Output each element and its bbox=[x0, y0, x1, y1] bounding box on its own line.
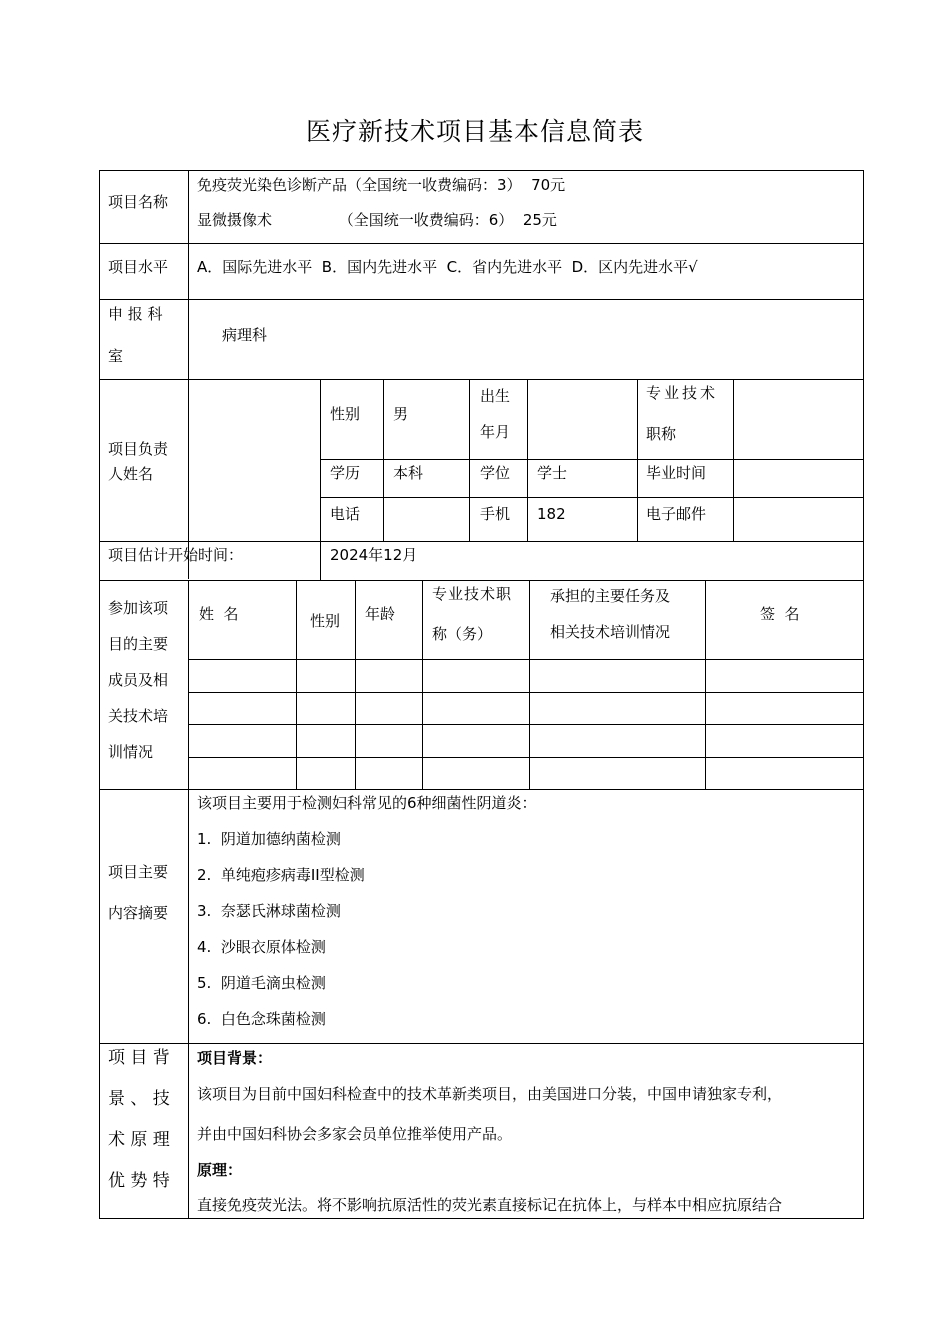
leader-birth-label-line-2: 年月 bbox=[480, 423, 511, 441]
principle-heading: 原理： bbox=[197, 1161, 243, 1179]
leader-birth-label-line-1: 出生 bbox=[480, 387, 511, 405]
row-divider bbox=[99, 299, 864, 300]
item-level-value: A．国际先进水平 B．国内先进水平 C．省内先进水平 D．区内先进水平√ bbox=[197, 258, 698, 276]
label-col-divider-2 bbox=[188, 580, 189, 1219]
members-col-age: 年龄 bbox=[365, 605, 396, 623]
leader-phone-label: 电话 bbox=[330, 505, 361, 523]
members-label-line-3: 成员及相 bbox=[108, 671, 169, 689]
row-divider bbox=[99, 1043, 864, 1044]
leader-edu-value: 本科 bbox=[393, 464, 424, 482]
leader-col-divider bbox=[469, 379, 470, 542]
members-col-divider bbox=[355, 580, 356, 790]
background-label-line-4: 优 势 特 bbox=[108, 1171, 170, 1191]
members-col-title-line-2: 称（务） bbox=[432, 625, 493, 643]
leader-title-label-line-1: 专业技术 bbox=[646, 384, 719, 402]
department-label-line-2: 室 bbox=[108, 347, 124, 365]
leader-col-divider bbox=[527, 379, 528, 542]
summary-item: 4. 沙眼衣原体检测 bbox=[197, 938, 326, 956]
members-col-task-line-2: 相关技术培训情况 bbox=[550, 623, 671, 641]
document-title: 医疗新技术项目基本信息简表 bbox=[305, 117, 644, 146]
leader-edu-label: 学历 bbox=[330, 464, 361, 482]
leader-email-label: 电子邮件 bbox=[646, 505, 707, 523]
members-col-divider bbox=[705, 580, 706, 790]
leader-label-line-2: 人姓名 bbox=[108, 465, 154, 483]
members-col-gender: 性别 bbox=[310, 612, 341, 630]
background-heading: 项目背景： bbox=[197, 1049, 273, 1067]
row-divider bbox=[99, 789, 864, 790]
leader-row-divider bbox=[320, 459, 864, 460]
table-border-bottom bbox=[99, 1218, 864, 1219]
members-label-line-1: 参加该项 bbox=[108, 599, 169, 617]
background-label-line-1: 项 目 背 bbox=[108, 1048, 170, 1068]
summary-item: 5. 阴道毛滴虫检测 bbox=[197, 974, 326, 992]
label-col-divider-1 bbox=[188, 170, 189, 579]
row-divider bbox=[99, 243, 864, 244]
leader-title-label-line-2: 职称 bbox=[646, 425, 677, 443]
members-label-line-4: 关技术培 bbox=[108, 707, 169, 725]
members-col-divider bbox=[422, 580, 423, 790]
leader-col-divider bbox=[320, 379, 321, 580]
summary-item: 1. 阴道加德纳菌检测 bbox=[197, 830, 341, 848]
leader-degree-label: 学位 bbox=[480, 464, 511, 482]
leader-gender-label: 性别 bbox=[330, 405, 361, 423]
department-label-line-1: 申 报 科 bbox=[108, 305, 163, 323]
background-text-line-2: 并由中国妇科协会多家会员单位推举使用产品。 bbox=[197, 1125, 513, 1143]
item-name-line-2: 显微摄像术 （全国统一收费编码：6） 25元 bbox=[197, 211, 557, 229]
members-col-name: 姓 名 bbox=[199, 605, 239, 623]
summary-item: 2. 单纯疱疹病毒II型检测 bbox=[197, 866, 365, 884]
table-border-left bbox=[99, 170, 100, 1219]
leader-col-divider bbox=[637, 379, 638, 542]
leader-row-divider bbox=[320, 497, 864, 498]
summary-intro: 该项目主要用于检测妇科常见的6种细菌性阴道炎： bbox=[197, 794, 537, 812]
summary-label-line-1: 项目主要 bbox=[108, 863, 169, 881]
members-row-divider bbox=[188, 757, 864, 758]
item-name-label: 项目名称 bbox=[108, 193, 169, 211]
leader-col-divider bbox=[733, 379, 734, 542]
background-label-line-2: 景 、 技 bbox=[108, 1089, 170, 1109]
members-col-sign: 签 名 bbox=[760, 605, 800, 623]
leader-label-line-1: 项目负责 bbox=[108, 440, 169, 458]
leader-gender-value: 男 bbox=[393, 405, 409, 423]
row-divider bbox=[99, 379, 864, 380]
summary-item: 6. 白色念珠菌检测 bbox=[197, 1010, 326, 1028]
members-row-divider bbox=[188, 659, 864, 660]
members-row-divider bbox=[188, 692, 864, 693]
members-col-title-line-1: 专业技术职 bbox=[432, 585, 513, 603]
members-col-task-line-1: 承担的主要任务及 bbox=[550, 587, 671, 605]
department-value: 病理科 bbox=[222, 326, 268, 344]
start-time-label: 项目估计开始时间： bbox=[108, 546, 244, 564]
leader-col-divider bbox=[383, 379, 384, 542]
item-name-line-1: 免疫荧光染色诊断产品（全国统一收费编码：3） 70元 bbox=[197, 176, 566, 194]
members-row-divider bbox=[188, 724, 864, 725]
leader-grad-label: 毕业时间 bbox=[646, 464, 707, 482]
members-label-line-2: 目的主要 bbox=[108, 635, 169, 653]
item-level-label: 项目水平 bbox=[108, 258, 169, 276]
row-divider bbox=[99, 541, 864, 542]
background-label-line-3: 术 原 理 bbox=[108, 1130, 170, 1150]
background-text-line-1: 该项目为目前中国妇科检查中的技术革新类项目，由美国进口分装，中国申请独家专利， bbox=[197, 1085, 783, 1103]
principle-text: 直接免疫荧光法。将不影响抗原活性的荧光素直接标记在抗体上，与样本中相应抗原结合 bbox=[197, 1196, 783, 1214]
members-col-divider bbox=[296, 580, 297, 790]
members-label-line-5: 训情况 bbox=[108, 743, 154, 761]
leader-mobile-label: 手机 bbox=[480, 505, 511, 523]
leader-mobile-value: 182 bbox=[537, 505, 566, 523]
table-border-top bbox=[99, 170, 864, 171]
table-border-right bbox=[863, 170, 864, 1219]
leader-degree-value: 学士 bbox=[537, 464, 568, 482]
row-divider bbox=[99, 580, 864, 581]
start-time-value: 2024年12月 bbox=[330, 546, 418, 564]
summary-item: 3. 奈瑟氏淋球菌检测 bbox=[197, 902, 341, 920]
members-col-divider bbox=[529, 580, 530, 790]
summary-label-line-2: 内容摘要 bbox=[108, 904, 169, 922]
